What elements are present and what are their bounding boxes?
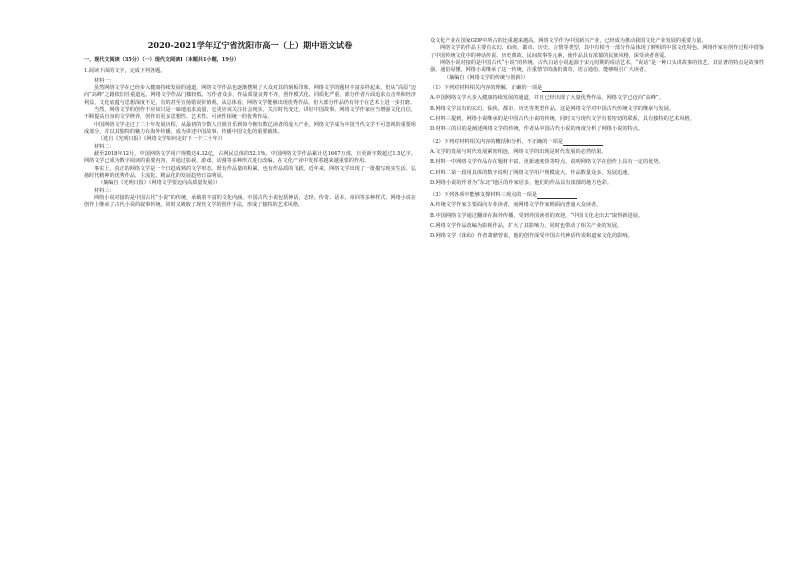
material-3-paragraph: 网络小说对接的是中国古代“小说”的传统，承载着丰富的文化内涵。中国古代小说包括神话、志怪、传奇、话本、章回等多种样式，网络小说在创作上继承了古代小说的叙事传统，同时又吸收了现代文学的创作手法，形成了独特的艺术风格。 <box>84 195 416 209</box>
option[interactable]: A.文学的发展与时代发展紧密相连，网络文学的出现是时代发展的必然结果。 <box>430 148 607 155</box>
question-3-text: （3）下列各项中能够支撑材料三观点的一项是 <box>430 192 538 199</box>
option[interactable]: D.网络小说的作者为“东北”地区的作家居多，他们的作品具有浓郁的地方色彩。 <box>430 179 613 186</box>
material-1-label: 材料一： <box>94 77 115 84</box>
paragraph: 网络小说对接的是中国古代“小说”的传统。古代白话小说起源于宋元时期的说话艺术，“说话”是一种口头讲故事的技艺，其显著的特点是故事性强、通俗易懂。网络小说继承了这一传统，注重情节的曲折离奇，语言通俗，能够吸引广大读者。 <box>430 60 764 74</box>
material-2-paragraph: 截至2018年12月，中国网络文学用户规模达4.32亿，占网民总体的52.1%。中国网络文学作品累计达1647万部，日更新字数超过1.5亿字。网络文学已成为数字阅读的重要内容，并通过影视、游戏、动漫等多种形式进行改编，在文化产业中发挥着越来越重要的作用。 <box>84 150 416 165</box>
material-2-paragraph: 事实上，真正的网络文学是一个日趋成熟的文学形态，既有作品量的积累，也有作品质的飞跃。近年来，网络文学出现了一批描写现实生活、弘扬时代精神的优秀作品，主流化、精品化的发展趋势日益明显。 <box>84 165 416 180</box>
instruction: 1.阅读下面的文字，完成下列各题。 <box>84 68 166 75</box>
question-1 <box>430 85 764 92</box>
option[interactable]: B.材料一中网络文学作品存在题材丰富、更新速度快等特点，说明网络文学在创作上具有一定的优势。 <box>430 159 664 166</box>
material-1-paragraph: 中国网络文学走过了二十年发展历程，从最初的少数人自娱自乐到如今拥有数亿读者的庞大产业，网络文学成为中国当代文学不可忽视的重要组成部分，并以其独特的魅力在海外传播，成为讲述中国故事、传播中国文化的重要载体。 <box>84 121 416 135</box>
material-1-source: （选自《光明日报》《网络文学如何走好下一个二十年》） <box>98 136 226 143</box>
question-2-text: （2）下列对材料相关内容的概括和分析，不正确的一项是 <box>430 138 563 145</box>
material-3-label: 材料三： <box>94 187 115 194</box>
answer-blank[interactable] <box>542 86 582 92</box>
left-column <box>84 0 416 562</box>
option[interactable]: A.中国网络文学大步入健康持续发展的通道，并且已经出现了大量优秀作品，网络文学已迈向“高峰”。 <box>430 95 664 102</box>
question-3 <box>430 192 764 199</box>
question-2 <box>430 139 764 146</box>
right-column <box>430 0 764 562</box>
continued-paragraph: 众文化产业在国家GDP中所占的比重越来越高。网络文学作为中国新兴产业，已经成为推动我国文化产业发展的重要力量。 <box>430 38 707 44</box>
option[interactable]: C.网络文学作品改编为影视作品，扩大了其影响力，同时也带动了相关产业的发展。 <box>430 223 623 230</box>
material-1-paragraph: 虽然网络文学在已经步入健康持续发展的通道，网络文学作品也逐渐摆脱了大众对其的刻板印象，网络文学的题材丰富多样起来，但从“高原”迈向“高峰”之路依旧任重道远。网络文学作品门槛较低、写作者众多，作品质量良莠不齐，创作模式化、同质化严重，部分作者片面追求点击率和经济利益，文化底蕴与思想深度不足，有的甚至宣扬错误价值观。从总体看，网络文学能够出现优秀作品，但大部分作品仍有待于在艺术上进一步打磨。 <box>84 84 416 106</box>
option[interactable]: D.材料三的目的是阐述网络文学的传统，作者从中国古代小说的角度分析了网络小说的特点。 <box>430 126 644 133</box>
material-3-source: （摘编自《网络文学的传统与创新》） <box>444 74 529 81</box>
question-1-text: （1）下列对材料相关内容的理解，正确的一项是 <box>430 85 543 92</box>
option[interactable]: A.传统文学作家主要面向专业读者，而网络文学作家则面向普通大众读者。 <box>430 202 602 209</box>
section-heading: 一、现代文阅读（35分）（一）现代文阅读Ⅰ（本题共1小题，19分） <box>84 57 240 63</box>
paragraph: 网络文学的作品主要有玄幻、仙侠、都市、历史、言情等类型，其中有相当一部分作品体现了鲜明的中国文化特色。网络作家在创作过程中借鉴了中国传统文化中的神话传说、历史典故、民间故事等元素，使作品具有浓郁的民族风格，深受读者喜爱。 <box>430 45 764 59</box>
material-2-source: （摘编自《光明日报》《网络文学要迈向高质量发展》） <box>98 180 221 187</box>
material-1-paragraph: 当然，网络文学的创作不应该只是一味地追求流量，它更应该关注社会现实，关注时代变迁，讲好中国故事。网络文学作家应当增强文化自信，不断提高自身的文学修养，创作出更多思想性、艺术性、可读性相统一的优秀作品。 <box>84 106 416 121</box>
option[interactable]: B.网络文学具有的玄幻、仙侠、都市、历史等类型作品，这是网络文学对中国古代传统文学的继承与发展。 <box>430 105 675 112</box>
answer-blank[interactable] <box>537 193 577 199</box>
option[interactable]: C.材料二第一段用具体的数字说明了网络文学用户规模庞大，作品数量众多，发展迅速。 <box>430 169 633 176</box>
material-2-label: 材料二： <box>94 143 115 150</box>
option[interactable]: C.材料三提到，网络小说继承的是中国古代小说的传统，同时又与现代文学有着密切的联系，具有独特的艺术风格。 <box>430 116 695 122</box>
option[interactable]: D.网络文学《诛仙》作者萧鼎曾说，他的创作深受中国古代神话传说和道家文化的影响。 <box>430 233 633 240</box>
option[interactable]: B.中国网络文学通过翻译在海外传播，受到外国读者的欢迎，“中国文化走出去”取得新进展。 <box>430 212 644 219</box>
answer-blank[interactable] <box>563 140 603 146</box>
page-title: 2020-2021学年辽宁省沈阳市高一（上）期中语文试卷 <box>147 40 353 50</box>
